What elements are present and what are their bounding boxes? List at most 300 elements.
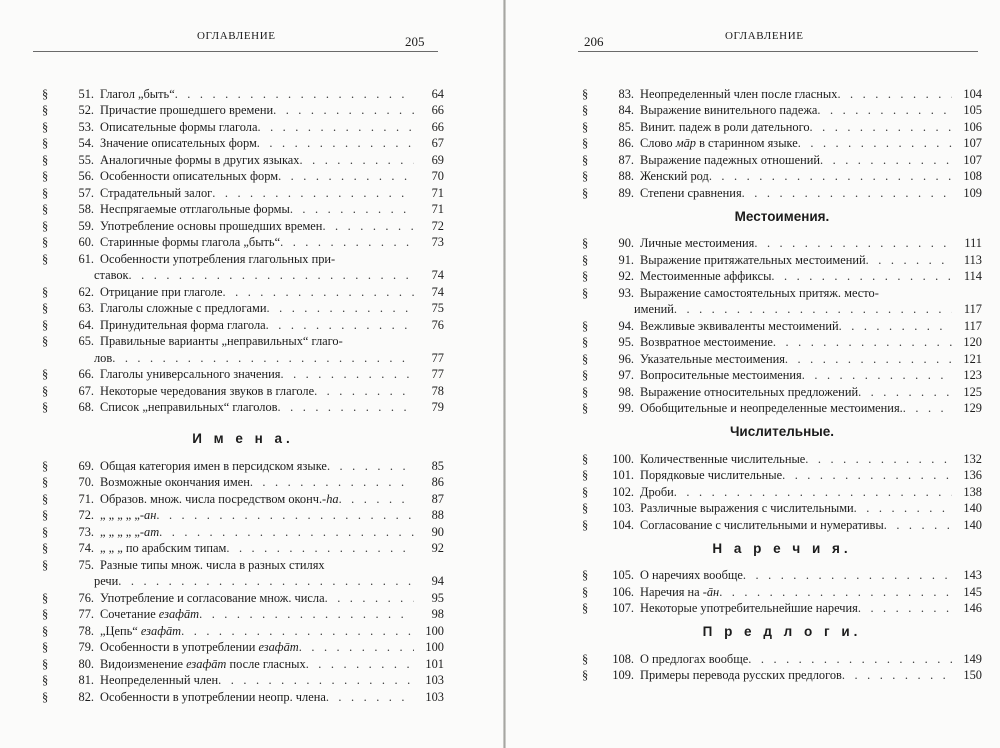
section-sign: § — [582, 368, 589, 382]
entry-number: 58. — [78, 202, 94, 216]
entry-title — [640, 169, 709, 183]
entry-title — [100, 591, 325, 605]
leader-dots — [858, 385, 952, 399]
entry-title-text: Страдательный залог — [100, 185, 213, 200]
leader-dots — [719, 585, 952, 599]
toc-entry — [42, 101, 444, 118]
entry-page: 111 — [964, 236, 982, 250]
entry-title — [100, 334, 343, 348]
leader-dots — [817, 103, 952, 117]
leader-dots — [782, 468, 952, 482]
entry-page: 132 — [963, 451, 982, 466]
section-heading: Числительные. — [729, 424, 835, 439]
entry-title — [640, 352, 785, 366]
toc-entry — [42, 605, 444, 622]
leader-dots — [159, 525, 414, 539]
toc-entry — [582, 234, 982, 251]
entry-title — [100, 219, 322, 233]
entry-title-text: Примеры перевода русских предлогов — [640, 668, 842, 682]
leader-dots — [820, 153, 952, 167]
toc-entry — [42, 398, 444, 415]
entry-page: 94 — [431, 574, 444, 588]
entry-title — [100, 640, 299, 654]
entry-number: 71. — [78, 491, 94, 506]
section-sign: § — [42, 251, 49, 266]
entry-page: 100 — [425, 640, 444, 654]
entry-number: 74. — [78, 541, 94, 555]
entry-page: 146 — [963, 601, 982, 615]
leader-dots — [112, 351, 414, 365]
section-sign: § — [582, 318, 589, 333]
leader-dots — [773, 335, 952, 349]
entry-italic-term: -ан — [139, 508, 157, 522]
toc-entry — [42, 84, 444, 101]
toc-entry — [42, 539, 444, 556]
leader-dots — [866, 253, 952, 267]
entry-number: 85. — [618, 119, 634, 134]
entry-page: 72 — [431, 218, 444, 233]
entry-page: 103 — [425, 689, 444, 704]
entry-title-text: Местоименные аффиксы — [640, 269, 772, 283]
toc-entry — [582, 449, 982, 466]
entry-title — [640, 269, 771, 283]
entry-title — [100, 367, 280, 381]
leader-dots — [278, 400, 414, 414]
entry-number: 64. — [78, 317, 94, 332]
entry-page: 98 — [431, 607, 444, 621]
entry-title-text: Разные типы множ. числа в разных стилях — [100, 557, 325, 572]
toc-entry — [42, 200, 444, 217]
toc-entry — [42, 671, 444, 688]
entry-title-text: Принудительная форма глагола — [100, 317, 266, 332]
leader-dots — [267, 301, 414, 315]
toc-entry — [42, 456, 444, 473]
entry-page: 149 — [963, 651, 982, 666]
entry-title — [100, 492, 339, 506]
ditto-marks: „ „ „ „ „ — [100, 524, 140, 539]
entry-page: 77 — [431, 367, 444, 381]
entry-number: 105. — [612, 568, 634, 582]
section-sign: § — [582, 401, 589, 415]
section-sign: § — [582, 501, 589, 515]
toc-entry — [42, 299, 444, 316]
toc-entry — [582, 183, 982, 200]
entry-title-text: Общая категория имен в персидском языке — [100, 458, 327, 473]
toc-entry — [42, 687, 444, 704]
entry-number: 78. — [78, 623, 94, 638]
entry-page: 87 — [431, 491, 444, 506]
toc-entry — [582, 134, 982, 151]
entry-title-text: Дроби — [640, 484, 674, 499]
section-sign: § — [42, 458, 49, 473]
entry-title — [640, 468, 782, 482]
toc-entry — [42, 167, 444, 184]
entry-title — [640, 253, 866, 267]
entry-number: 60. — [78, 235, 94, 249]
entry-title-text: Женский род — [640, 169, 709, 183]
leader-dots — [223, 285, 414, 299]
entry-number: 90. — [618, 236, 634, 250]
toc-entry — [42, 381, 444, 398]
entry-number: 104. — [612, 517, 634, 532]
leader-dots — [785, 352, 952, 366]
section-sign: § — [42, 656, 49, 671]
entry-page: 76 — [431, 317, 444, 332]
section-sign: § — [42, 607, 49, 621]
toc-entry — [42, 506, 444, 523]
entry-number: 99. — [618, 401, 634, 415]
entry-italic-term: езафāт — [186, 656, 227, 671]
entry-title-continuation: имений — [634, 302, 674, 316]
entry-number: 83. — [618, 86, 634, 101]
entry-title — [640, 186, 742, 200]
section-sign: § — [42, 673, 49, 687]
entry-title — [100, 657, 306, 671]
entry-title — [640, 518, 884, 532]
entry-title — [640, 87, 837, 101]
entry-title-continuation: речи — [94, 574, 119, 588]
entry-title-text: Личные местоимения — [640, 236, 755, 250]
entry-title — [640, 401, 903, 415]
toc-entry — [42, 654, 444, 671]
leader-dots — [802, 368, 952, 382]
section-sign: § — [42, 185, 49, 200]
entry-page: 77 — [431, 350, 444, 365]
toc-entry — [42, 522, 444, 539]
entry-title — [640, 335, 773, 349]
section-sign: § — [42, 235, 49, 249]
entry-title-text: Возвратное местоимение — [640, 335, 773, 349]
leader-dots — [837, 87, 952, 101]
entry-number: 80. — [78, 656, 94, 671]
section-sign: § — [42, 590, 49, 605]
entry-title — [640, 568, 743, 582]
section-sign: § — [42, 400, 49, 414]
entry-title-text: Выражение самостоятельных притяж. место- — [640, 285, 879, 300]
entry-number: 75. — [78, 557, 94, 572]
leader-dots — [810, 120, 952, 134]
entry-number: 63. — [78, 301, 94, 315]
toc-entry — [582, 250, 982, 267]
entry-page: 140 — [963, 517, 982, 532]
entry-number: 82. — [78, 689, 94, 704]
section-sign: § — [582, 351, 589, 366]
toc-entry — [582, 482, 982, 499]
entry-page: 121 — [963, 351, 982, 366]
entry-title-text: Употребление основы прошедших времен — [100, 218, 323, 233]
page-number: 205 — [405, 34, 425, 49]
entry-title-text: Различные выражения с числительными — [640, 501, 854, 515]
entry-title — [640, 452, 805, 466]
entry-number: 92. — [618, 269, 634, 283]
entry-page: 95 — [431, 590, 444, 605]
toc-entry — [42, 249, 444, 266]
leader-dots — [175, 87, 414, 101]
entry-title — [100, 285, 223, 299]
entry-page: 114 — [963, 269, 982, 283]
entry-number: 69. — [78, 458, 94, 473]
entry-title — [640, 136, 798, 150]
entry-title-tail: в старинном языке — [696, 136, 798, 150]
entry-page: 140 — [963, 501, 982, 515]
entry-title-text: Обобщительные и неопределенные местоимения. — [640, 401, 903, 415]
toc-entry — [582, 599, 982, 616]
entry-title — [100, 400, 278, 414]
leader-dots — [674, 302, 952, 316]
entry-title-text: Особенности в употреблении — [100, 640, 259, 654]
entry-title-text: Наречия на — [640, 584, 703, 599]
section-sign: § — [582, 451, 589, 466]
entry-page: 71 — [431, 185, 444, 200]
toc-entry — [582, 515, 982, 532]
leader-dots — [306, 657, 414, 671]
section-sign: § — [42, 301, 49, 315]
entry-page: 64 — [431, 86, 444, 101]
entry-number: 61. — [78, 251, 94, 266]
entry-page: 70 — [431, 169, 444, 183]
toc-entry — [582, 267, 982, 284]
entry-number: 51. — [78, 86, 94, 101]
entry-number: 108. — [612, 651, 634, 666]
toc-right — [582, 84, 982, 682]
section-sign: § — [42, 334, 49, 348]
entry-title — [100, 87, 175, 101]
entry-title-text: Употребление и согласование множ. числа — [100, 590, 325, 605]
entry-title — [100, 235, 280, 249]
toc-entry — [42, 555, 444, 572]
entry-title-text: Особенности описательных форм — [100, 169, 279, 183]
entry-number: 52. — [78, 103, 94, 117]
entry-page: 69 — [431, 152, 444, 167]
entry-number: 65. — [78, 334, 94, 348]
leader-dots — [709, 169, 952, 183]
entry-number: 96. — [618, 351, 634, 366]
entry-title — [100, 624, 181, 638]
toc-entry — [582, 333, 982, 350]
entry-title-text: О предлогах вообще — [640, 651, 749, 666]
leader-dots — [743, 568, 952, 582]
entry-number: 72. — [78, 508, 94, 522]
entry-title-text: Степени сравнения — [640, 185, 742, 200]
entry-number: 98. — [618, 384, 634, 399]
section-sign: § — [582, 517, 589, 532]
entry-title — [640, 236, 754, 250]
entry-title-text: Описательные формы глагола — [100, 119, 258, 134]
toc-entry — [582, 382, 982, 399]
toc-entry — [42, 588, 444, 605]
leader-dots — [299, 640, 414, 654]
entry-page: 100 — [425, 623, 444, 638]
leader-dots — [858, 601, 952, 615]
entry-title — [100, 169, 278, 183]
entry-page: 117 — [963, 302, 982, 316]
entry-page: 113 — [963, 252, 982, 267]
toc-entry — [582, 582, 982, 599]
section-heading: Н а р е ч и я. — [712, 540, 852, 556]
entry-title — [640, 385, 858, 399]
leader-dots — [798, 136, 952, 150]
section-sign: § — [582, 384, 589, 399]
entry-page: 107 — [963, 136, 982, 150]
section-sign: § — [582, 335, 589, 349]
entry-number: 53. — [78, 119, 94, 134]
entry-title-text: Некоторые употребительнейшие наречия — [640, 601, 858, 615]
entry-title — [100, 607, 199, 621]
entry-number: 103. — [612, 501, 634, 515]
running-header: ОГЛАВЛЕНИЕ — [197, 30, 276, 42]
entry-page: 109 — [963, 185, 982, 200]
entry-page: 86 — [431, 475, 444, 489]
entry-number: 100. — [612, 451, 634, 466]
section-sign: § — [42, 169, 49, 183]
entry-title — [100, 318, 266, 332]
leader-dots — [257, 120, 414, 134]
leader-dots — [322, 219, 414, 233]
leader-dots — [674, 485, 952, 499]
section-sign: § — [582, 269, 589, 283]
entry-title — [100, 541, 226, 555]
leader-dots — [300, 153, 415, 167]
entry-page: 92 — [431, 541, 444, 555]
entry-number: 91. — [618, 252, 634, 267]
section-sign: § — [42, 284, 49, 299]
entry-title — [100, 153, 300, 167]
page-number: 206 — [584, 34, 604, 49]
section-sign: § — [582, 568, 589, 582]
entry-number: 70. — [78, 475, 94, 489]
entry-title — [640, 286, 879, 300]
header-rule — [33, 51, 438, 52]
entry-title-text: Выражение падежных отношений — [640, 152, 820, 167]
section-sign: § — [42, 202, 49, 216]
leader-dots — [181, 624, 414, 638]
toc-entry-continuation — [42, 572, 444, 589]
entry-title — [100, 186, 212, 200]
entry-title — [100, 103, 273, 117]
entry-number: 94. — [618, 318, 634, 333]
leader-dots — [280, 235, 414, 249]
toc-entry — [42, 315, 444, 332]
section-sign: § — [42, 689, 49, 704]
entry-title — [100, 508, 156, 522]
section-sign: § — [582, 651, 589, 666]
entry-italic-term: мāр — [675, 136, 697, 150]
entry-number: 57. — [78, 185, 94, 200]
right-page — [506, 0, 1000, 748]
toc-entry — [42, 332, 444, 349]
entry-number: 101. — [612, 468, 634, 482]
entry-title — [640, 601, 858, 615]
entry-page: 79 — [431, 400, 444, 414]
toc-entry-continuation — [42, 266, 444, 283]
entry-number: 93. — [618, 285, 634, 300]
section-sign: § — [582, 103, 589, 117]
entry-title — [100, 136, 257, 150]
entry-page: 90 — [431, 524, 444, 539]
toc-entry — [582, 84, 982, 101]
leader-dots — [754, 236, 952, 250]
toc-entry — [582, 399, 982, 416]
entry-page: 125 — [963, 384, 982, 399]
entry-title — [640, 668, 842, 682]
entry-page: 143 — [963, 568, 982, 582]
entry-title — [640, 485, 674, 499]
leader-dots — [212, 186, 414, 200]
entry-title-text: Особенности в употреблении неопр. члена — [100, 689, 326, 704]
leader-dots — [266, 318, 414, 332]
toc-entry-continuation — [582, 300, 982, 317]
entry-page: 88 — [431, 508, 444, 522]
entry-title-text: Образов. множ. числа посредством оконч.- — [100, 491, 327, 506]
section-sign: § — [42, 475, 49, 489]
leader-dots — [748, 652, 952, 666]
entry-title — [100, 459, 327, 473]
entry-number: 95. — [618, 335, 634, 349]
entry-page: 66 — [431, 103, 444, 117]
entry-title-continuation: ставок — [94, 268, 129, 282]
entry-title-text: Список „неправильных“ глаголов — [100, 400, 278, 414]
entry-title-text: Отрицание при глаголе — [100, 284, 223, 299]
entry-number: 62. — [78, 284, 94, 299]
toc-entry — [582, 566, 982, 583]
leader-dots — [129, 268, 414, 282]
entry-page: 104 — [963, 86, 982, 101]
entry-number: 86. — [618, 136, 634, 150]
entry-page: 101 — [425, 656, 444, 671]
section-heading: П р е д л о г и. — [702, 624, 862, 639]
leader-dots — [278, 169, 414, 183]
entry-title — [640, 153, 820, 167]
section-sign: § — [42, 541, 49, 555]
entry-page: 120 — [963, 335, 982, 349]
leader-dots — [842, 668, 952, 682]
entry-number: 76. — [78, 590, 94, 605]
section-sign: § — [582, 668, 589, 682]
section-sign: § — [42, 491, 49, 506]
leader-dots — [839, 319, 952, 333]
entry-number: 81. — [78, 673, 94, 687]
entry-number: 67. — [78, 383, 94, 398]
entry-page: 136 — [963, 468, 982, 482]
entry-number: 88. — [618, 169, 634, 183]
entry-title — [100, 690, 326, 704]
entry-title-text: Аналогичные формы в других языках — [100, 152, 300, 167]
leader-dots — [325, 591, 414, 605]
entry-title-text: Выражение относительных предложений — [640, 384, 859, 399]
leader-dots — [290, 202, 414, 216]
section-heading: Местоимения. — [734, 208, 830, 224]
entry-title — [100, 252, 335, 266]
section-sign: § — [582, 119, 589, 134]
entry-page: 78 — [431, 383, 444, 398]
entry-page: 108 — [963, 169, 982, 183]
entry-page: 71 — [431, 202, 444, 216]
leader-dots — [339, 492, 414, 506]
entry-number: 59. — [78, 218, 94, 233]
section-sign: § — [582, 152, 589, 167]
entry-title-text: Правильные варианты „неправильных“ глаго- — [100, 334, 343, 348]
toc-entry — [42, 282, 444, 299]
entry-number: 107. — [612, 601, 634, 615]
section-sign: § — [42, 119, 49, 134]
section-sign: § — [42, 152, 49, 167]
entry-title-text: Глаголы сложные с предлогами — [100, 301, 267, 315]
section-sign: § — [582, 86, 589, 101]
entry-title-text: Количественные числительные — [640, 451, 806, 466]
entry-page: 105 — [963, 103, 982, 117]
toc-entry — [582, 649, 982, 666]
entry-page: 67 — [431, 136, 444, 150]
